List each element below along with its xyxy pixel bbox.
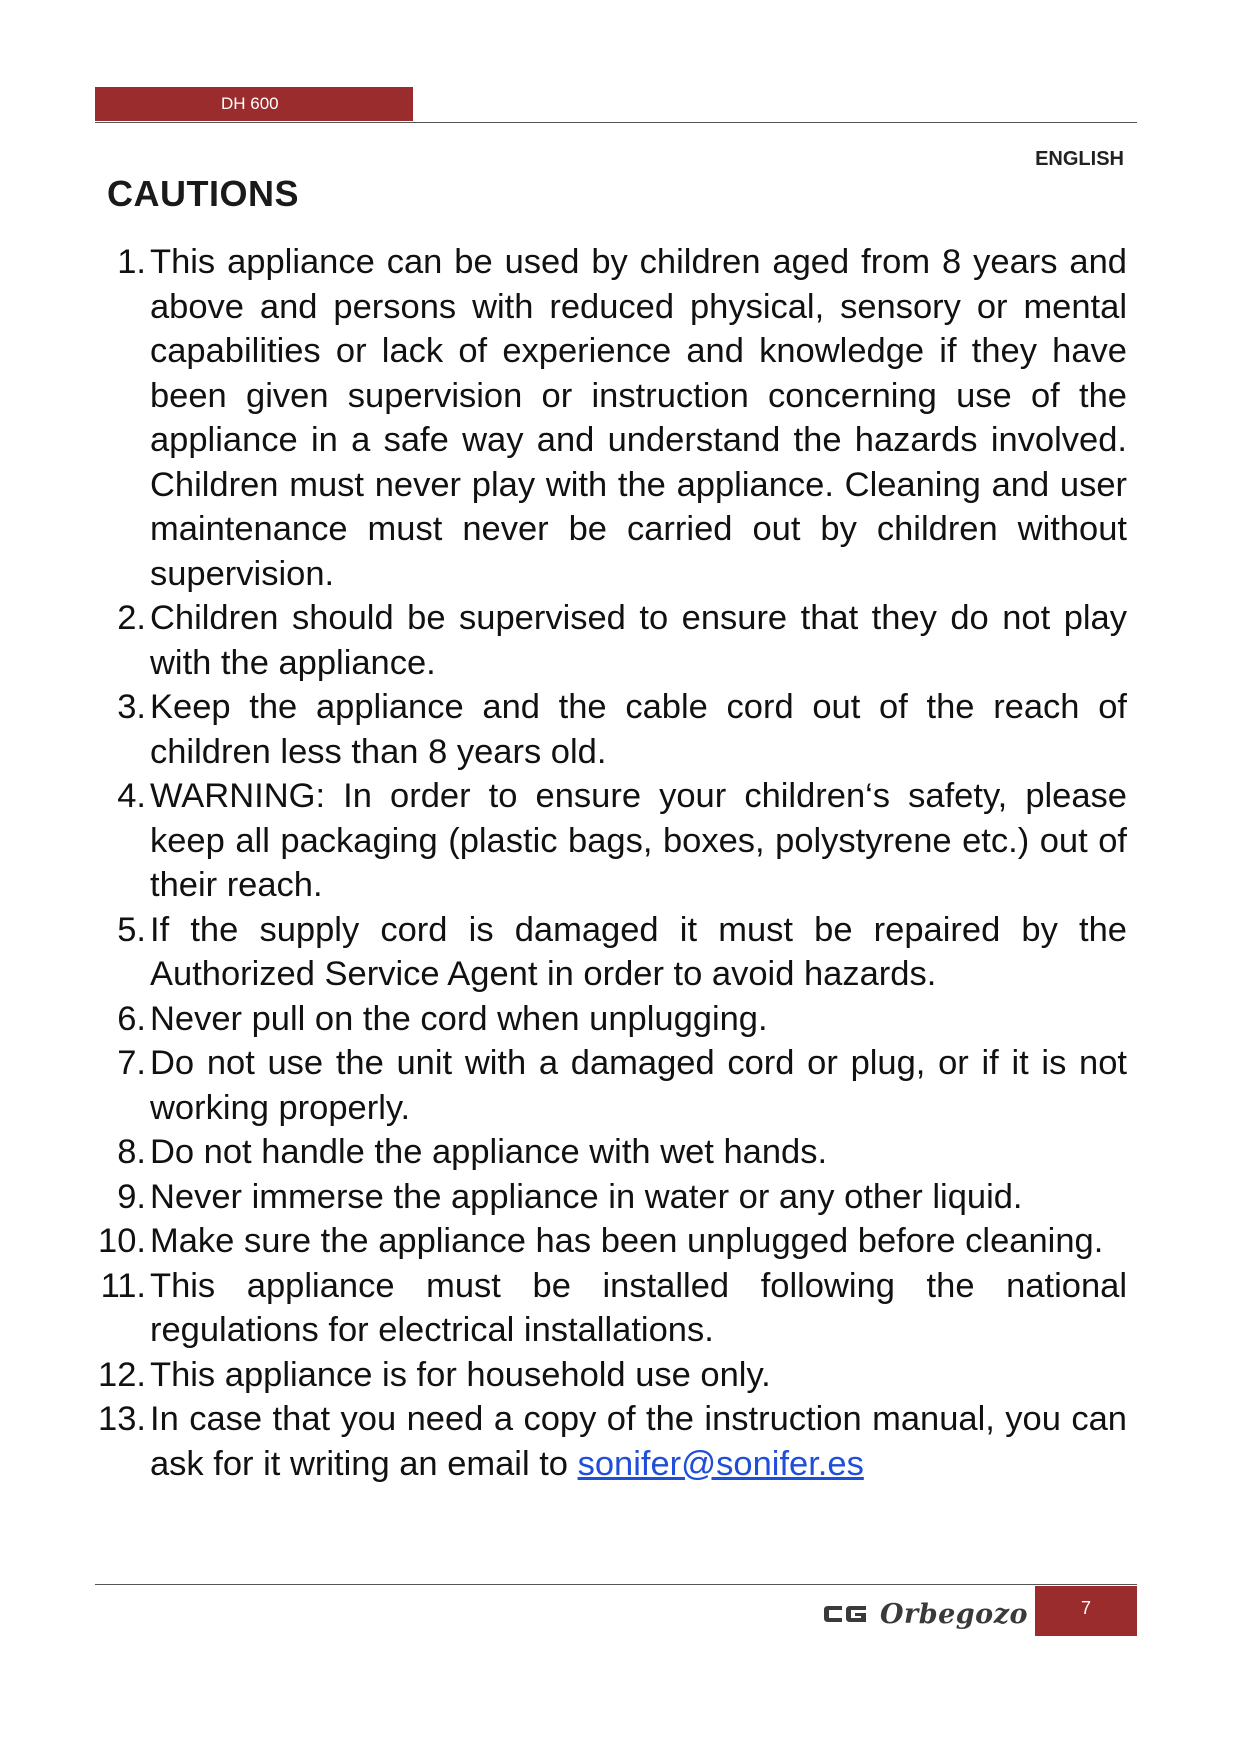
- caution-text: Do not handle the appliance with wet hands.: [150, 1133, 828, 1171]
- caution-number: 13.: [98, 1400, 146, 1438]
- page-title: CAUTIONS: [107, 173, 299, 214]
- caution-number: 7.: [117, 1044, 146, 1082]
- caution-item: [80, 1264, 1127, 1353]
- brand-logo: [822, 1594, 1028, 1634]
- caution-item: [80, 1397, 1127, 1486]
- caution-item: [80, 1219, 1127, 1264]
- page-number: 7: [1035, 1586, 1137, 1636]
- caution-number: 6.: [117, 999, 146, 1038]
- language-label: ENGLISH: [1035, 148, 1124, 170]
- caution-number: 1.: [117, 243, 146, 281]
- caution-item: [80, 908, 1127, 997]
- caution-number: 3.: [117, 688, 146, 726]
- header-divider: [95, 122, 1137, 123]
- caution-number: 11.: [100, 1266, 146, 1305]
- caution-text: Never pull on the cord when unplugging.: [150, 999, 768, 1038]
- caution-item: [80, 1175, 1127, 1220]
- email-link[interactable]: sonifer@sonifer.es: [577, 1444, 864, 1483]
- caution-text: WARNING: In order to ensure your children‘s safety, please keep all packaging (plastic bags, boxes, polystyrene etc.) out of their reach.: [150, 777, 1127, 904]
- caution-text: Children should be supervised to ensure that they do not play with the appliance.: [150, 599, 1127, 682]
- caution-text: Do not use the unit with a damaged cord or plug, or if it is not working properly.: [150, 1044, 1127, 1127]
- orbegozo-logo-icon: [822, 1604, 868, 1624]
- caution-number: 2.: [117, 599, 146, 637]
- caution-number: 9.: [117, 1177, 146, 1216]
- caution-text: This appliance is for household use only.: [150, 1355, 771, 1394]
- model-label: DH 600: [221, 94, 279, 113]
- caution-number: 10.: [98, 1222, 146, 1260]
- caution-text: This appliance must be installed following the national regulations for electrical installations.: [150, 1266, 1127, 1349]
- caution-item: [80, 1041, 1127, 1130]
- caution-item: [80, 1353, 1127, 1398]
- caution-item: [80, 774, 1127, 908]
- footer-divider: [95, 1584, 1137, 1585]
- caution-text: Make sure the appliance has been unplugged before cleaning.: [150, 1222, 1104, 1260]
- cautions-list: [80, 240, 1127, 1486]
- caution-item: [80, 1130, 1127, 1175]
- caution-item: [80, 685, 1127, 774]
- caution-text: Keep the appliance and the cable cord out of the reach of children less than 8 years old.: [150, 688, 1127, 771]
- caution-number: 12.: [98, 1355, 146, 1394]
- model-tab: [95, 87, 413, 121]
- caution-text: If the supply cord is damaged it must be repaired by the Authorized Service Agent in order to avoid hazards.: [150, 910, 1127, 993]
- caution-item: [80, 596, 1127, 685]
- caution-number: 4.: [117, 777, 146, 815]
- caution-item: [80, 997, 1127, 1042]
- caution-text: Never immerse the appliance in water or any other liquid.: [150, 1177, 1023, 1216]
- caution-number: 8.: [117, 1133, 146, 1171]
- caution-text: This appliance can be used by children aged from 8 years and above and persons with reduced physical, sensory or mental capabilities or lack of experience and knowledge if they have been given supervision or instruction concerning use of the appliance in a safe way and understand the hazards involved. Children must never play with the appliance. Cleaning and user maintenance must never be carried out by children without supervision.: [150, 243, 1127, 593]
- caution-number: 5.: [117, 910, 146, 949]
- caution-item: [80, 240, 1127, 596]
- brand-name: Orbegozo: [880, 1598, 1029, 1630]
- caution-text: In case that you need a copy of the instruction manual, you can ask for it writing an email to: [150, 1400, 1127, 1483]
